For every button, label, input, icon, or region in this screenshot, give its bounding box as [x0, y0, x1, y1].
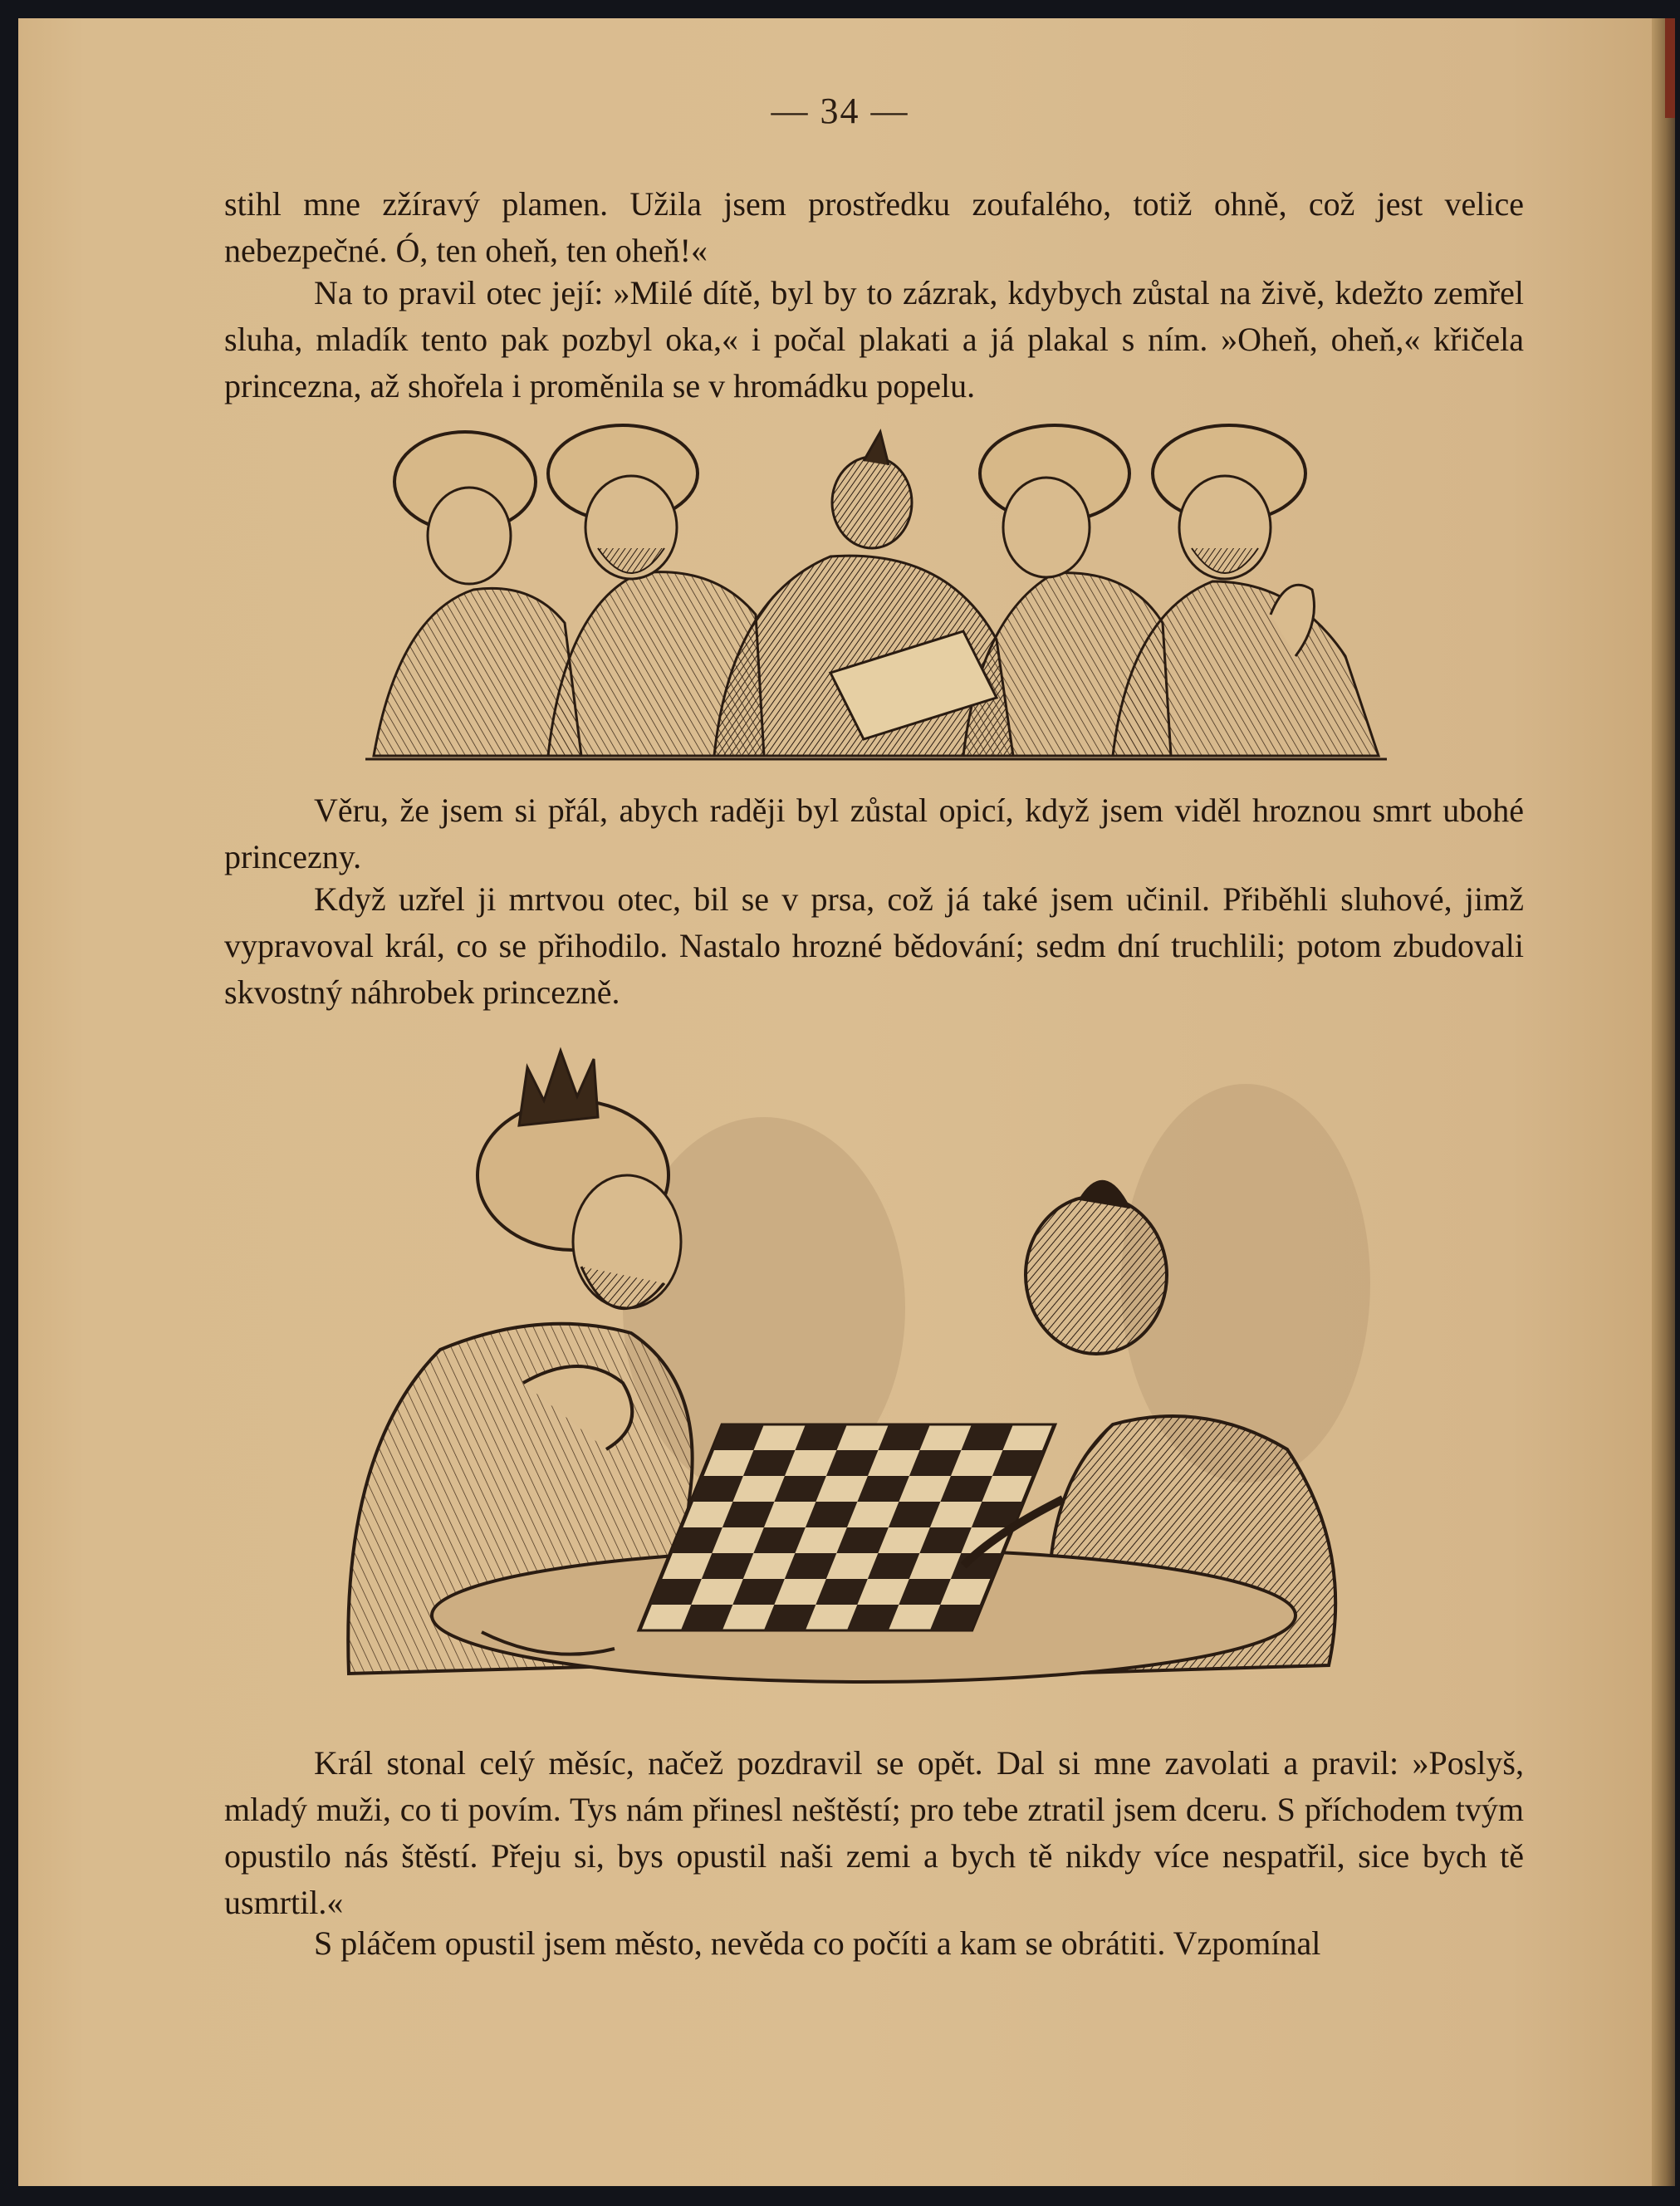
paragraph-6: S pláčem opustil jsem město, nevěda co počíti a kam se obrátiti. Vzpomínal [314, 1924, 1321, 1962]
paragraph-4: Když uzřel ji mrtvou otec, bil se v prsa, což já také jsem učinil. Přiběhli sluhové, jimž vypravoval král, co se přihodilo. Nastalo hrozné bědování; sedm dní truchlili; potom zbudovali skvostný náhrobek princezně. [224, 880, 1524, 1011]
engraving-king-playing-chess-with-monkey-icon [332, 1034, 1428, 1723]
page-number: — 34 — [771, 91, 909, 131]
page-spine-shadow [1652, 18, 1675, 2186]
paragraph-2: Na to pravil otec její: »Milé dítě, byl by to zázrak, kdybych zůstal na živě, kdežto zemřel sluha, mladík tento pak pozbyl oka,« i počal plakati a já plakal s ním. »Oheň, oheň,« křičela princezna, až shořela i proměnila se v hromádku popelu. [224, 274, 1524, 404]
paragraph-3: Věru, že jsem si přál, abych raději byl zůstal opicí, když jsem viděl hroznou smrt ubohé princezny. [224, 792, 1524, 875]
paragraph-5: Král stonal celý měsíc, načež pozdravil se opět. Dal si mne zavolati a pravil: »Poslyš, mladý muži, co ti povím. Tys nám přinesl neštěstí; pro tebe ztratil jsem dceru. S příchodem tvým opustilo nás štěstí. Přeju si, bys opustil naši zemi a bych tě nikdy více nespatřil, sice bych tě usmrtil.« [224, 1744, 1524, 1921]
engraving-five-turbaned-men-with-monkey-icon [365, 424, 1387, 764]
paragraph-1: stihl mne zžíravý plamen. Užila jsem prostředku zoufalého, totiž ohně, což jest velice nebezpečné. Ó, ten oheň, ten oheň!« [224, 185, 1524, 269]
